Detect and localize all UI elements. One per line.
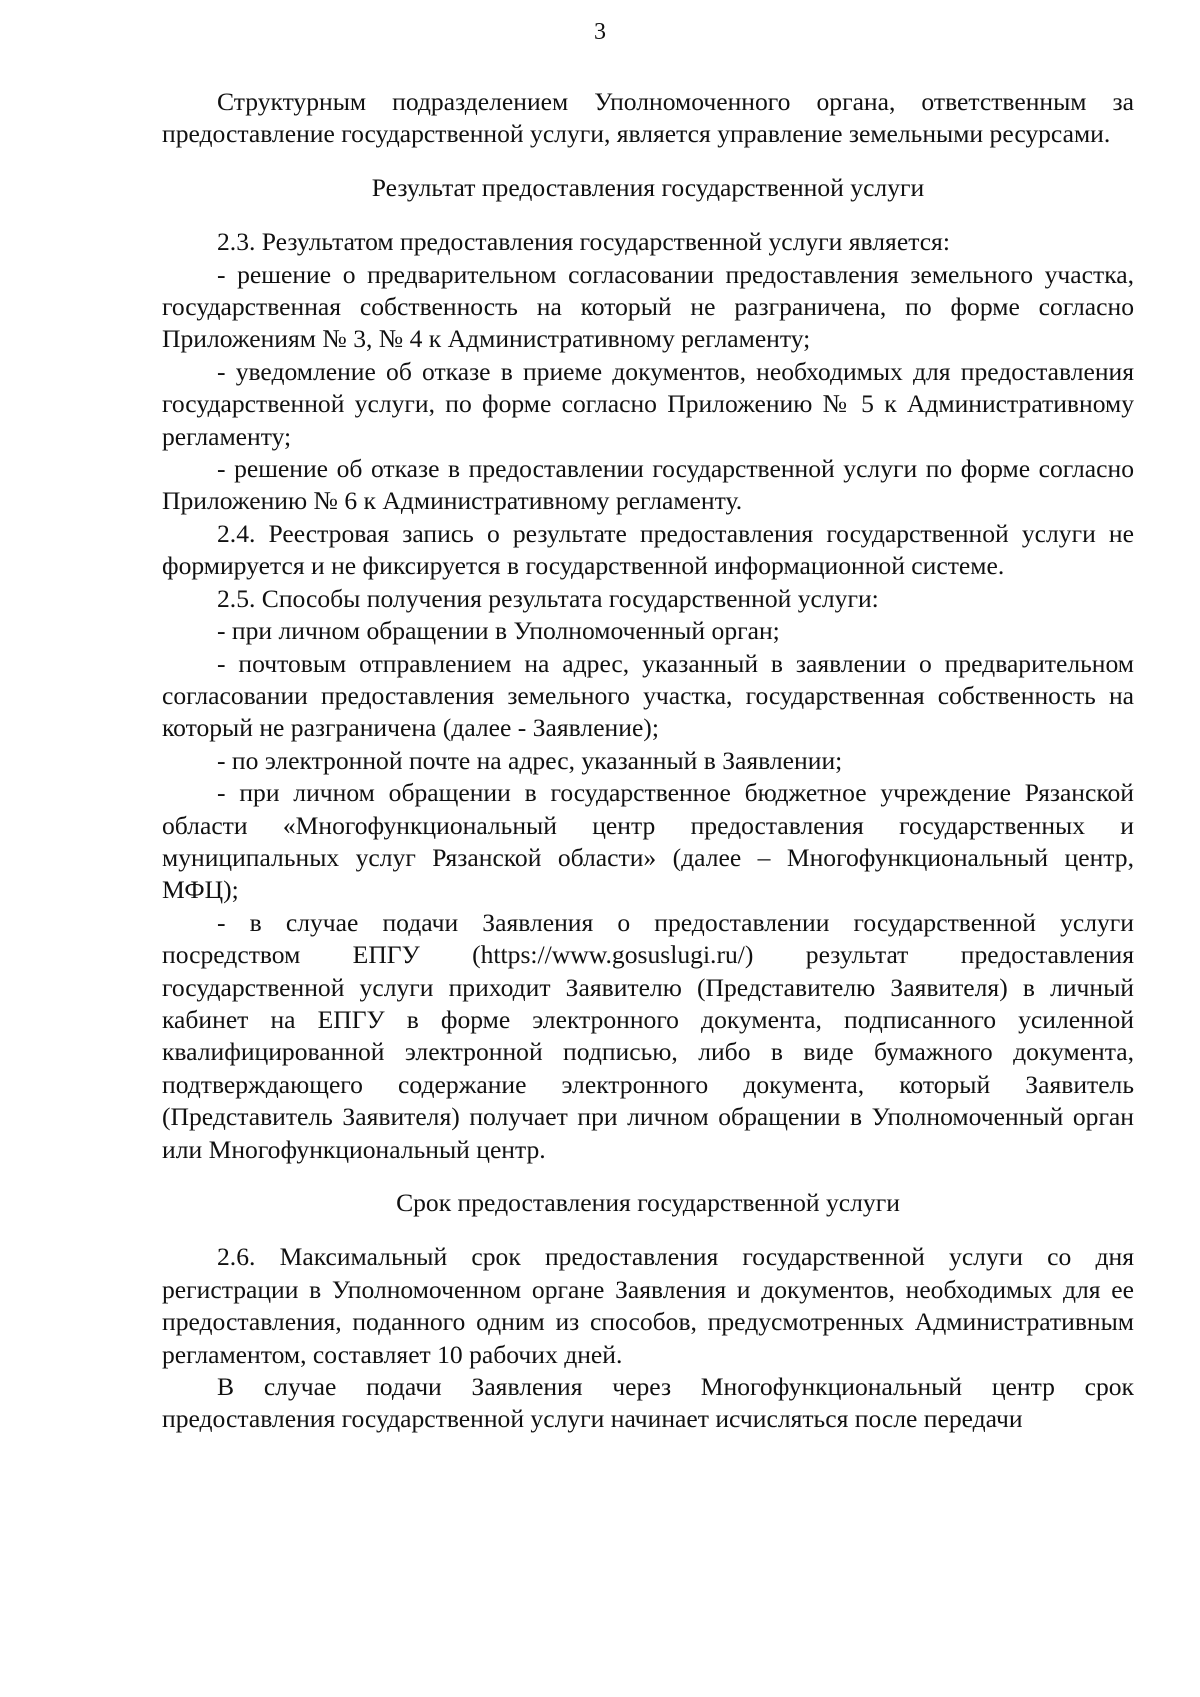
section-heading-result: Результат предоставления государственной услуги [371,172,925,202]
list-item-refusal-decision: - решение об отказе в предоставлении государственной услуги по форме согласно Приложению № 6 к Административному регламенту. [162,454,1134,516]
list-item-in-person: - при личном обращении в Уполномоченный орган; [217,616,780,646]
paragraph-2-5: 2.5. Способы получения результата государственной услуги: [217,583,879,613]
list-item-epgu: - в случае подачи Заявления о предоставлении государственной услуги посредством ЕПГУ (https://www.gosuslugi.ru/) результат предоставления государственной услуги приходит Заявителю (Представителю Заявителя) в личный кабинет на ЕПГУ в форме электронного документа, подписанного усиленной квалифицированной электронной подписью, либо в виде бумажного документа, подтверждающего содержание электронного документа, который Заявитель (Представитель Заявителя) получает при личном обращении в Уполномоченный орган или Многофункциональный центр. [162,907,1134,1164]
paragraph-2-6: 2.6. Максимальный срок предоставления государственной услуги со дня регистрации в Уполномоченном органе Заявления и документов, необходимых для ее предоставления, поданного одним из способов, предусмотренных Административным регламентом, составляет 10 рабочих дней. [162,1242,1134,1369]
list-item-email: - по электронной почте на адрес, указанный в Заявлении; [217,745,843,775]
list-item-refusal-notice: - уведомление об отказе в приеме документов, необходимых для предоставления государственной услуги, по форме согласно Приложению № 5 к Административному регламенту; [162,356,1134,451]
section-heading-term: Срок предоставления государственной услуги [396,1188,900,1217]
paragraph-mfc-term: В случае подачи Заявления через Многофункциональный центр срок предоставления государственной услуги начинает исчисляться после передачи [162,1372,1134,1434]
list-item-decision-approval: - решение о предварительном согласовании предоставления земельного участка, государственная собственность на который не разграничена, по форме согласно Приложениям № 3, № 4 к Административному регламенту; [162,259,1134,354]
list-item-postal: - почтовым отправлением на адрес, указанный в заявлении о предварительном согласовании предоставления земельного участка, государственная собственность на который не разграничена (далее - Заявление); [162,648,1134,743]
paragraph-2-3: 2.3. Результатом предоставления государственной услуги является: [217,227,950,257]
list-item-mfc: - при личном обращении в государственное бюджетное учреждение Рязанской области «Многофункциональный центр предоставления государственных и муниципальных услуг Рязанской области» (далее – Многофункциональный центр, МФЦ); [162,778,1134,905]
intro-paragraph: Структурным подразделением Уполномоченного органа, ответственным за предоставление государственной услуги, является управление земельными ресурсами. [162,87,1134,149]
document-body [162,86,1134,1436]
page-number: 3 [594,19,606,45]
paragraph-2-4: 2.4. Реестровая запись о результате предоставления государственной услуги не формируется и не фиксируется в государственной информационной системе. [162,518,1134,581]
